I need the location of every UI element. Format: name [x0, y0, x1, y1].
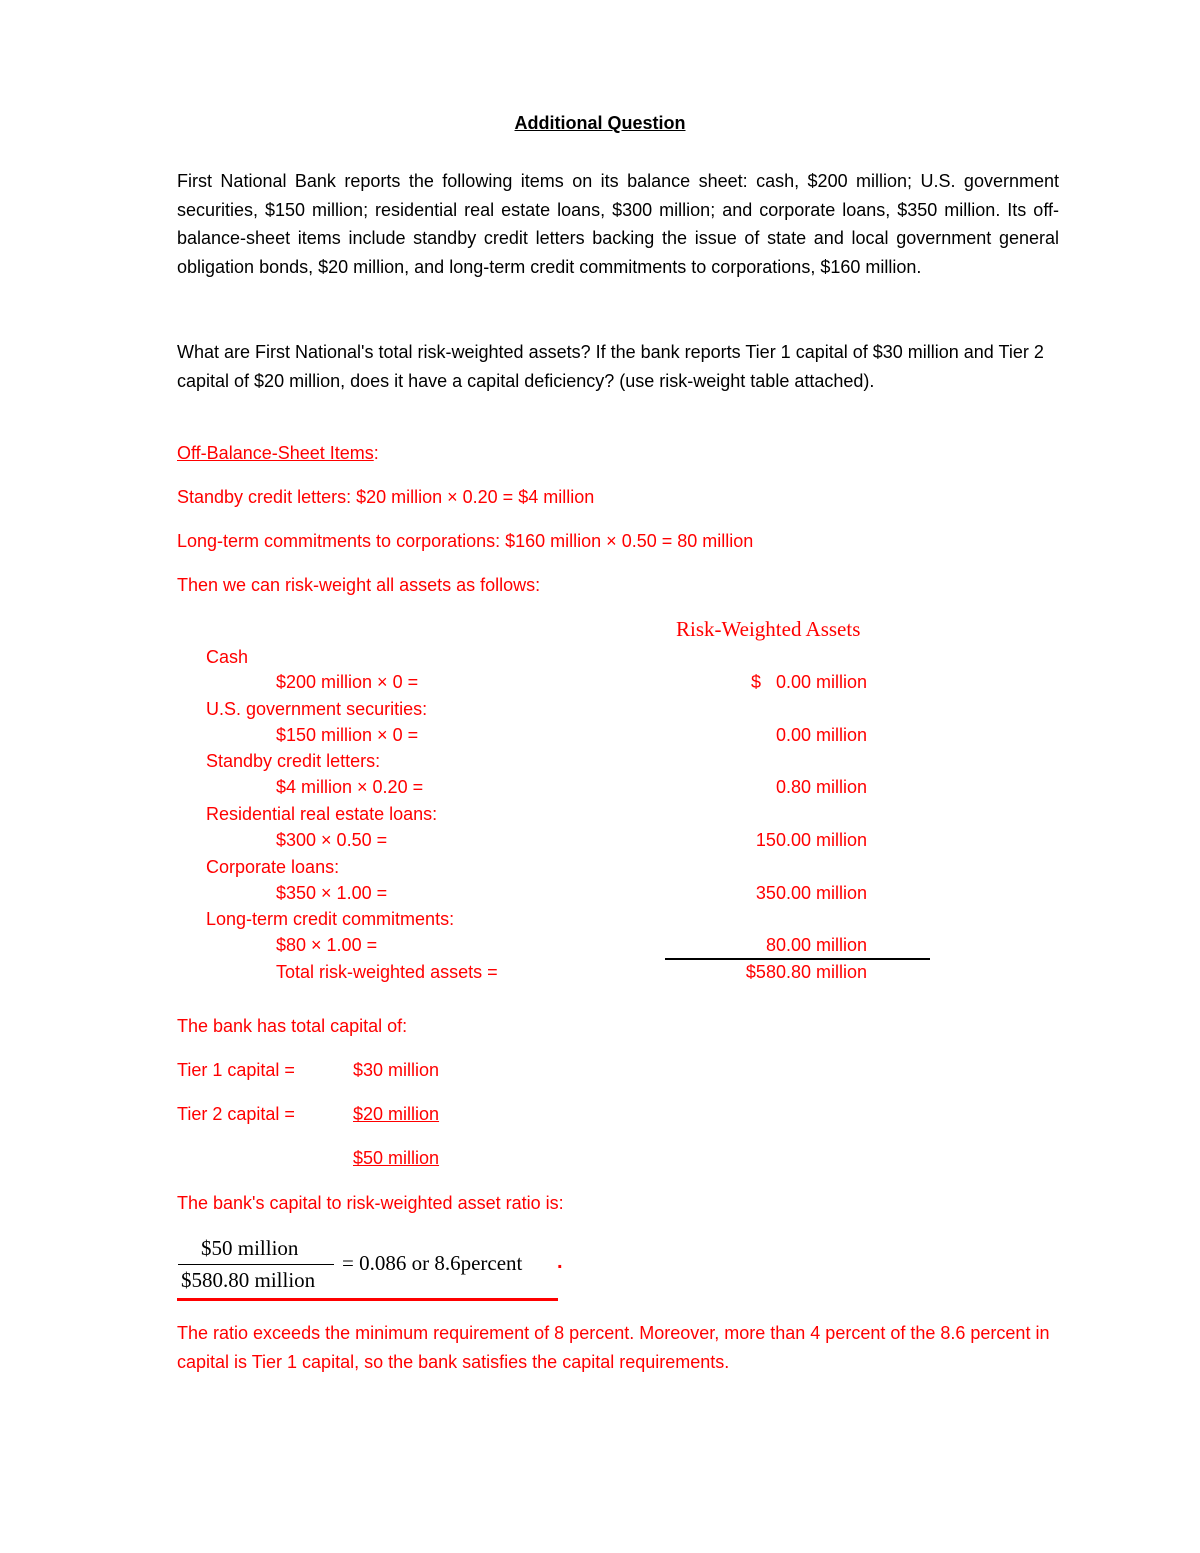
- ratio-underline: [177, 1298, 558, 1301]
- total-value: $580.80 million: [745, 962, 867, 982]
- risk-weight-intro: Then we can risk-weight all assets as follows:: [177, 575, 541, 595]
- ratio-period: .: [557, 1251, 563, 1273]
- total-capital: $50 million: [353, 1148, 440, 1168]
- row-calc: $300 × 0.50 =: [276, 830, 388, 850]
- obs-heading-text: Off-Balance-Sheet Items: [177, 443, 374, 463]
- row-value: 350.00 million: [755, 883, 867, 903]
- ratio-intro: The bank's capital to risk-weighted asset ratio is:: [177, 1193, 564, 1213]
- row-value: $ 0.00 million: [750, 672, 867, 692]
- row-calc: $4 million × 0.20 =: [276, 777, 424, 797]
- ratio-denominator: $580.80 million: [181, 1268, 316, 1292]
- row-category: U.S. government securities:: [206, 699, 428, 719]
- tier1-label: Tier 1 capital =: [177, 1060, 295, 1080]
- row-value: 0.80 million: [775, 777, 867, 797]
- problem-paragraph-2: What are First National's total risk-weighted assets? If the bank reports Tier 1 capital of $30 million and Tier 2 capital of $20 million, does it have a capital deficiency? (use risk-weight table attached).: [177, 342, 1044, 391]
- row-category: Cash: [206, 647, 249, 667]
- obs-heading: [177, 443, 379, 464]
- row-category: Standby credit letters:: [206, 751, 381, 771]
- tier1-value: $30 million: [353, 1060, 440, 1080]
- total-label: Total risk-weighted assets =: [276, 962, 498, 982]
- row-calc: $350 × 1.00 =: [276, 883, 388, 903]
- rwa-column-header: Risk-Weighted Assets: [676, 617, 861, 641]
- row-calc: $200 million × 0 =: [276, 672, 419, 692]
- tier2-label: Tier 2 capital =: [177, 1104, 295, 1124]
- ratio-result: = 0.086 or 8.6percent: [342, 1251, 523, 1275]
- row-value: 80.00 million: [765, 935, 867, 955]
- ratio-numerator: $50 million: [201, 1236, 299, 1260]
- obs-heading-colon: :: [373, 443, 379, 463]
- tier2-value: $20 million: [353, 1104, 440, 1124]
- obs-line-commitments: Long-term commitments to corporations: $160 million × 0.50 = 80 million: [177, 531, 754, 551]
- obs-line-standby: Standby credit letters: $20 million × 0.20 = $4 million: [177, 487, 595, 507]
- row-calc: $150 million × 0 =: [276, 725, 419, 745]
- row-category: Residential real estate loans:: [206, 804, 438, 824]
- row-value: 0.00 million: [775, 725, 867, 745]
- row-calc: $80 × 1.00 =: [276, 935, 378, 955]
- row-category: Corporate loans:: [206, 857, 340, 877]
- row-category: Long-term credit commitments:: [206, 909, 455, 929]
- conclusion-paragraph: The ratio exceeds the minimum requirement of 8 percent. Moreover, more than 4 percent of the 8.6 percent in capital is Tier 1 capital, so the bank satisfies the capital requirements.: [177, 1323, 1050, 1372]
- row-value: 150.00 million: [755, 830, 867, 850]
- capital-intro: The bank has total capital of:: [177, 1016, 408, 1036]
- problem-paragraph-1: First National Bank reports the following items on its balance sheet: cash, $200 million; U.S. government securities, $150 million; residential real estate loans, $300 million; and corporate loans, $350 million. Its off-balance-sheet items include standby credit letters backing the issue of state and local government general obligation bonds, $20 million, and long-term credit commitments to corporations, $160 million.: [177, 171, 1059, 277]
- document-title: Additional Question: [514, 113, 686, 133]
- total-rule: [665, 958, 930, 960]
- fraction-bar: [178, 1264, 334, 1265]
